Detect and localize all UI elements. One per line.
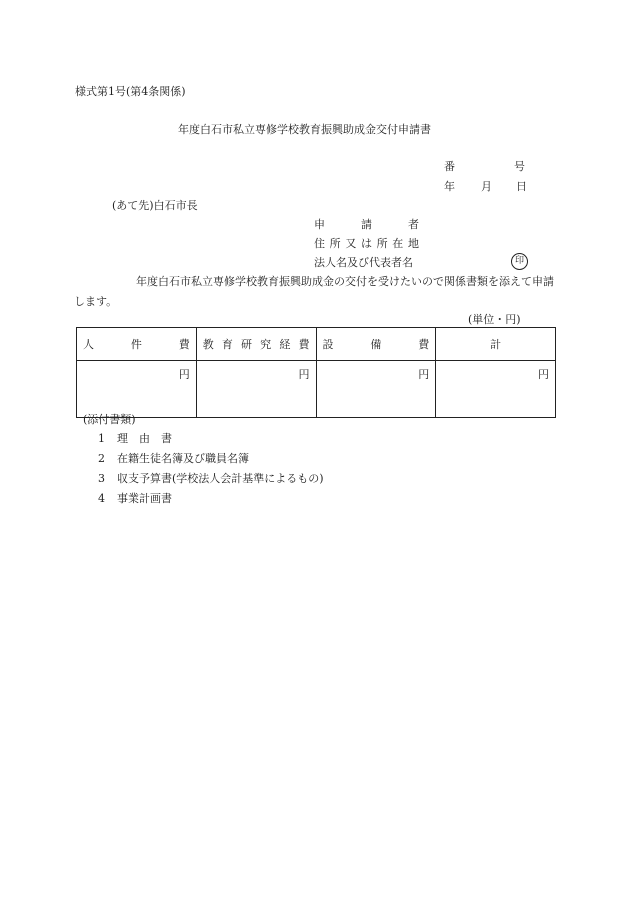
- number-label: 番: [444, 160, 455, 173]
- form-number-label: 様式第1号(第4条関係): [75, 85, 186, 98]
- char: 所: [329, 237, 341, 250]
- equipment-cost-header: [316, 328, 436, 361]
- yen-unit: 円: [178, 368, 190, 381]
- item-number: 4: [98, 492, 105, 505]
- document-title: 年度白石市私立専修学校教育振興助成金交付申請書: [178, 123, 431, 136]
- char: 所: [376, 237, 388, 250]
- char: 経: [279, 337, 291, 351]
- date-month-label: 月: [481, 180, 492, 193]
- total-cell[interactable]: [436, 361, 556, 418]
- addressee: (あて先)白石市長: [112, 199, 198, 212]
- char: 備: [370, 337, 382, 351]
- unit-label: (単位・円): [468, 313, 521, 326]
- item-text: 事業計画書: [117, 492, 172, 505]
- attachments-heading: (添付書類): [83, 413, 136, 426]
- yen-unit: 円: [298, 368, 310, 381]
- item-number: 3: [98, 472, 105, 485]
- personnel-cost-cell[interactable]: [77, 361, 197, 418]
- item-text: 在籍生徒名簿及び職員名簿: [117, 452, 249, 465]
- yen-unit: 円: [418, 368, 430, 381]
- item-text: 理 由 書: [117, 432, 172, 445]
- item-number: 1: [98, 432, 105, 445]
- cost-table: [76, 327, 556, 418]
- list-item: [98, 453, 324, 473]
- list-item: [98, 493, 324, 513]
- applicant-heading: [314, 219, 419, 230]
- date-day-label: 日: [516, 180, 527, 193]
- char: 者: [408, 218, 419, 231]
- item-number: 2: [98, 452, 105, 465]
- char: 又: [345, 237, 357, 250]
- list-item: [98, 473, 324, 493]
- address-label: [314, 238, 419, 249]
- char: 費: [418, 337, 430, 351]
- char: 件: [130, 337, 142, 351]
- research-cost-header: [196, 328, 316, 361]
- char: 人: [83, 337, 94, 351]
- list-item: [98, 433, 324, 453]
- attachments-list: [98, 433, 324, 513]
- char: 住: [314, 237, 325, 250]
- char: 究: [260, 337, 272, 351]
- table-value-row: [77, 361, 556, 418]
- char: 申: [314, 218, 325, 231]
- personnel-cost-header: [77, 328, 197, 361]
- char: 請: [361, 218, 372, 231]
- char: 設: [322, 337, 334, 351]
- equipment-cost-cell[interactable]: [316, 361, 436, 418]
- char: は: [360, 237, 372, 250]
- corporation-representative-label: 法人名及び代表者名: [314, 256, 413, 269]
- char: 在: [392, 237, 404, 250]
- table-header-row: [77, 328, 556, 361]
- char: 研: [241, 337, 253, 351]
- total-header: 計: [436, 328, 556, 361]
- date-year-label: 年: [444, 180, 455, 193]
- item-text: 収支予算書(学校法人会計基準によるもの): [117, 472, 324, 485]
- application-statement: 年度白石市私立専修学校教育振興助成金の交付を受けたいので関係書類を添えて申請します。: [74, 275, 554, 308]
- char: 育: [221, 337, 233, 351]
- number-suffix: 号: [514, 160, 525, 173]
- char: 地: [407, 237, 419, 250]
- char: 教: [202, 337, 214, 351]
- char: 費: [178, 337, 190, 351]
- research-cost-cell[interactable]: [196, 361, 316, 418]
- seal-mark: 印: [511, 253, 528, 270]
- char: 費: [298, 337, 310, 351]
- yen-unit: 円: [538, 368, 549, 381]
